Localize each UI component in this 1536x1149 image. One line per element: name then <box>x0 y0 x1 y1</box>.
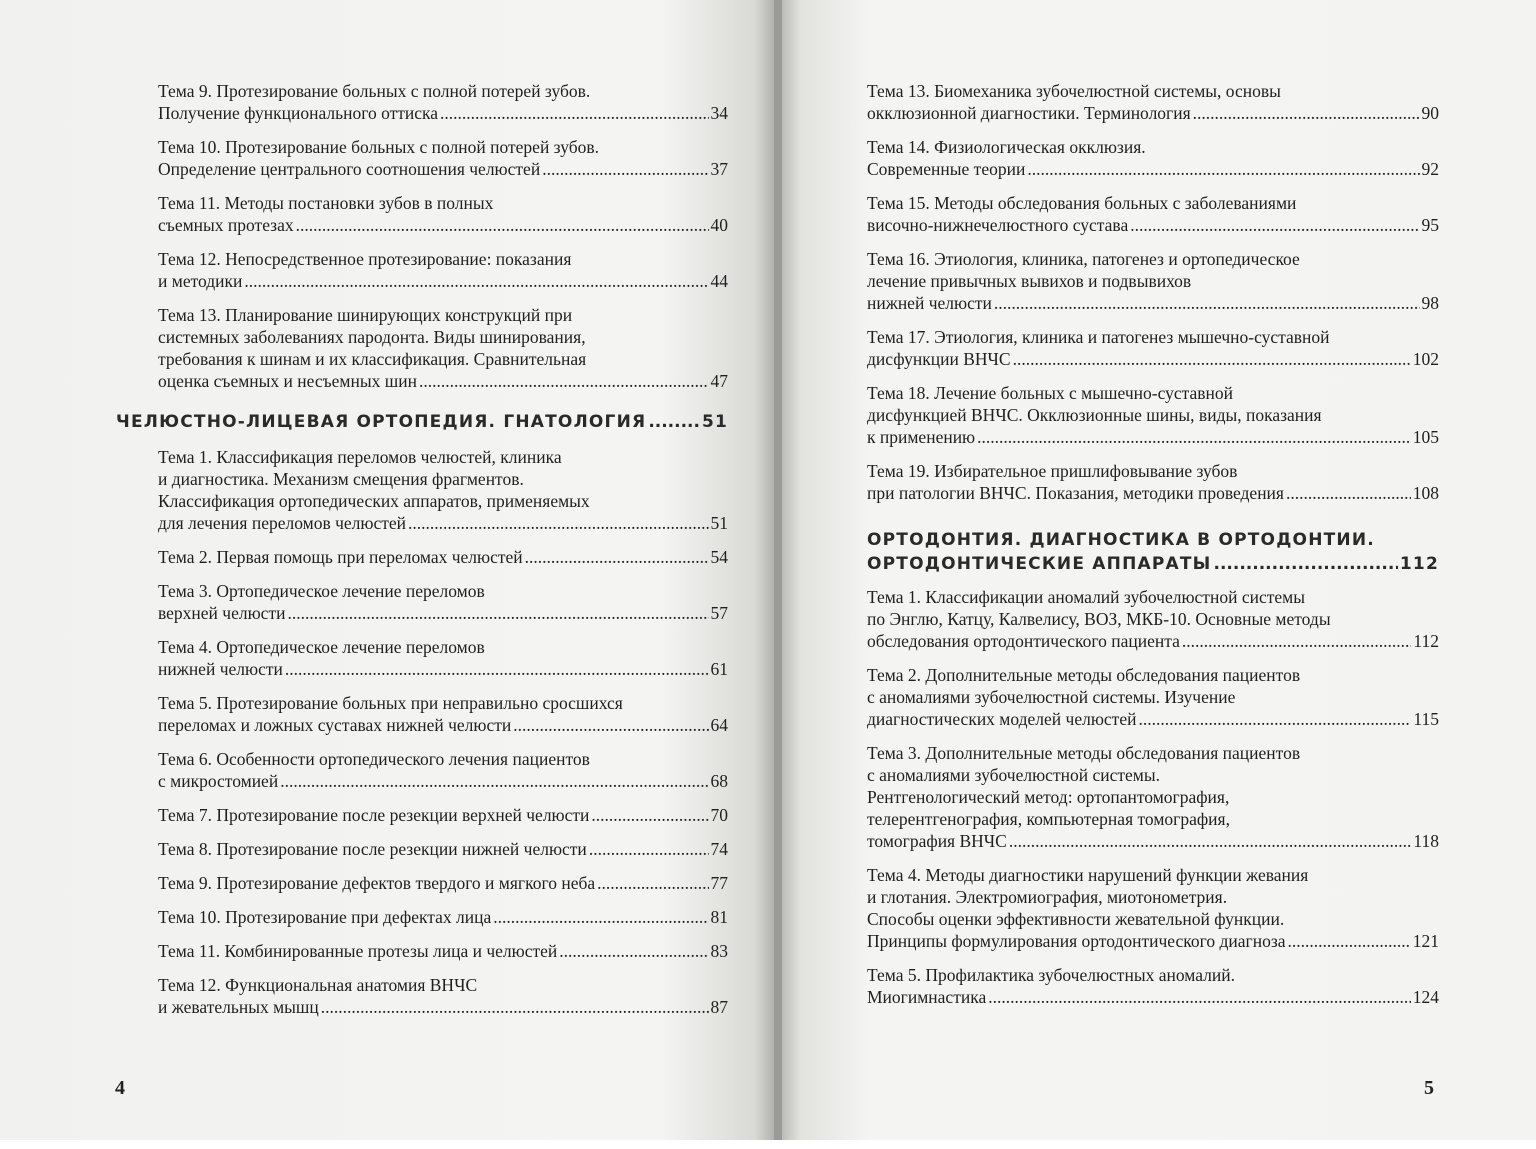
dot-leader <box>589 838 709 860</box>
right-toc-entries-top <box>867 80 1439 504</box>
toc-entry <box>867 326 1439 370</box>
toc-entry-title: нижней челюсти <box>867 293 992 313</box>
right-toc <box>867 80 1439 1020</box>
toc-entry-page: 87 <box>710 997 728 1017</box>
toc-entry-title: Современные теории <box>867 159 1026 179</box>
dot-leader <box>321 996 709 1018</box>
toc-entry <box>867 742 1439 852</box>
toc-entry <box>158 446 728 534</box>
toc-entry <box>158 692 728 736</box>
toc-entry-page: 81 <box>710 907 728 927</box>
toc-entry-title: Тема 8. Протезирование после резекции нижней челюсти <box>158 839 587 859</box>
toc-entry-page: 112 <box>1413 631 1439 651</box>
toc-entry-page: 124 <box>1412 987 1439 1007</box>
toc-entry-line: Тема 19. Избирательное пришлифовывание зубов <box>867 461 1238 481</box>
dot-leader <box>1288 930 1411 952</box>
toc-entry <box>867 136 1439 180</box>
toc-entry-line: Тема 3. Ортопедическое лечение переломов <box>158 581 485 601</box>
dot-leader <box>977 426 1411 448</box>
left-toc <box>116 80 728 1030</box>
toc-entry-page: 77 <box>710 873 728 893</box>
dot-leader <box>419 370 709 392</box>
dot-leader <box>591 804 708 826</box>
toc-entry-title: Получение функционального оттиска <box>158 103 439 123</box>
toc-entry <box>867 192 1439 236</box>
dot-leader <box>994 292 1420 314</box>
toc-entry-line: системных заболеваниях пародонта. Виды шинирования, <box>158 327 586 347</box>
toc-entry <box>158 974 728 1018</box>
dot-leader <box>1286 482 1411 504</box>
section-page: 51 <box>701 412 728 432</box>
toc-entry-line: Тема 14. Физиологическая окклюзия. <box>867 137 1146 157</box>
left-toc-entries-top <box>158 80 728 392</box>
dot-leader <box>1013 348 1411 370</box>
toc-entry-title: Тема 9. Протезирование дефектов твердого и мягкого неба <box>158 873 596 893</box>
toc-entry-line: Способы оценки эффективности жевательной функции. <box>867 909 1285 929</box>
toc-entry-line: Тема 11. Методы постановки зубов в полных <box>158 193 494 213</box>
toc-entry-line: Тема 12. Функциональная анатомия ВНЧС <box>158 975 478 995</box>
toc-entry-page: 40 <box>710 215 728 235</box>
toc-entry-line: с аномалиями зубочелюстной системы. Изучение <box>867 687 1236 707</box>
toc-entry <box>158 940 728 962</box>
toc-entry-page: 115 <box>1413 709 1439 729</box>
toc-entry-line: Тема 18. Лечение больных с мышечно-суставной <box>867 383 1233 403</box>
toc-entry-title: и жевательных мышц <box>158 997 319 1017</box>
toc-entry-title: с микростомией <box>158 771 279 791</box>
toc-entry-line: Тема 1. Классификация переломов челюстей, клиника <box>158 447 562 467</box>
toc-entry <box>867 248 1439 314</box>
dot-leader <box>559 940 708 962</box>
toc-entry-line: Тема 10. Протезирование больных с полной потерей зубов. <box>158 137 600 157</box>
toc-entry-line: требования к шинам и их классификация. Сравнительная <box>158 349 587 369</box>
dot-leader <box>1027 158 1419 180</box>
toc-entry-page: 90 <box>1421 103 1439 123</box>
toc-entry-line: Тема 16. Этиология, клиника, патогенез и ортопедическое <box>867 249 1300 269</box>
toc-entry-page: 108 <box>1412 483 1439 503</box>
book-gutter <box>774 0 782 1140</box>
toc-entry-title: Определение центрального соотношения челюстей <box>158 159 541 179</box>
dot-leader <box>493 906 708 928</box>
section-title: ЧЕЛЮСТНО-ЛИЦЕВАЯ ОРТОПЕДИЯ. ГНАТОЛОГИЯ <box>116 412 647 432</box>
dot-leader <box>597 872 708 894</box>
toc-entry-page: 54 <box>710 547 728 567</box>
dot-leader <box>244 270 708 292</box>
toc-entry-title: височно-нижнечелюстного сустава <box>867 215 1129 235</box>
dot-leader <box>1213 552 1397 576</box>
toc-entry-title: окклюзионной диагностики. Терминология <box>867 103 1191 123</box>
toc-entry <box>867 964 1439 1008</box>
dot-leader <box>280 770 708 792</box>
toc-entry-line: Тема 17. Этиология, клиника и патогенез мышечно-суставной <box>867 327 1330 347</box>
toc-entry-page: 68 <box>710 771 728 791</box>
toc-entry-title: оценка съемных и несъемных шин <box>158 371 417 391</box>
toc-entry-line: телерентгенография, компьютерная томография, <box>867 809 1230 829</box>
toc-entry-title: верхней челюсти <box>158 603 286 623</box>
dot-leader <box>525 546 709 568</box>
toc-entry-title: томография ВНЧС <box>867 831 1007 851</box>
right-toc-entries-bottom <box>867 586 1439 1008</box>
toc-entry-title: переломах и ложных суставах нижней челюсти <box>158 715 512 735</box>
toc-entry <box>867 586 1439 652</box>
toc-entry-page: 74 <box>710 839 728 859</box>
toc-entry-title: Тема 7. Протезирование после резекции верхней челюсти <box>158 805 590 825</box>
dot-leader <box>408 512 708 534</box>
toc-entry <box>158 192 728 236</box>
toc-entry-title: дисфункции ВНЧС <box>867 349 1011 369</box>
dot-leader <box>1182 630 1412 652</box>
toc-entry <box>158 80 728 124</box>
toc-entry-title: для лечения переломов челюстей <box>158 513 407 533</box>
dot-leader <box>287 602 708 624</box>
toc-entry-title: Принципы формулирования ортодонтического диагноза <box>867 931 1286 951</box>
toc-entry <box>158 248 728 292</box>
dot-leader <box>542 158 708 180</box>
toc-entry-title: к применению <box>867 427 976 447</box>
section-heading-orthodontics <box>867 528 1439 576</box>
toc-entry <box>158 748 728 792</box>
toc-entry-title: съемных протезах <box>158 215 294 235</box>
toc-entry-line: Тема 5. Протезирование больных при неправильно сросшихся <box>158 693 623 713</box>
toc-entry-line: Классификация ортопедических аппаратов, применяемых <box>158 491 590 511</box>
dot-leader <box>513 714 708 736</box>
toc-entry-line: и глотания. Электромиография, миотонометрия. <box>867 887 1228 907</box>
toc-entry-line: дисфункцией ВНЧС. Окклюзионные шины, виды, показания <box>867 405 1322 425</box>
toc-entry-line: Тема 5. Профилактика зубочелюстных аномалий. <box>867 965 1235 985</box>
toc-entry-page: 83 <box>710 941 728 961</box>
toc-entry-line: Тема 1. Классификации аномалий зубочелюстной системы <box>867 587 1305 607</box>
toc-entry <box>158 136 728 180</box>
toc-entry-line: Тема 4. Ортопедическое лечение переломов <box>158 637 485 657</box>
toc-entry-line: Тема 2. Дополнительные методы обследования пациентов <box>867 665 1301 685</box>
dot-leader <box>285 658 709 680</box>
toc-entry-page: 44 <box>710 271 728 291</box>
toc-entry-line: Тема 13. Биомеханика зубочелюстной системы, основы <box>867 81 1281 101</box>
toc-entry-page: 47 <box>710 371 728 391</box>
toc-entry-page: 118 <box>1413 831 1439 851</box>
toc-entry-line: лечение привычных вывихов и подвывихов <box>867 271 1192 291</box>
dot-leader <box>1138 708 1411 730</box>
toc-entry <box>158 546 728 568</box>
toc-entry-page: 61 <box>710 659 728 679</box>
toc-entry <box>158 838 728 860</box>
toc-entry <box>158 636 728 680</box>
toc-entry-title: Тема 2. Первая помощь при переломах челюстей <box>158 547 523 567</box>
toc-entry-page: 121 <box>1412 931 1439 951</box>
toc-entry-page: 102 <box>1412 349 1439 369</box>
toc-entry <box>867 80 1439 124</box>
toc-entry-line: Тема 4. Методы диагностики нарушений функции жевания <box>867 865 1309 885</box>
toc-entry-line: с аномалиями зубочелюстной системы. <box>867 765 1160 785</box>
dot-leader <box>1009 830 1412 852</box>
toc-entry <box>158 804 728 826</box>
toc-entry-title: Тема 11. Комбинированные протезы лица и челюстей <box>158 941 558 961</box>
toc-entry <box>158 580 728 624</box>
toc-entry-line: по Энглю, Катцу, Калвелису, ВОЗ, МКБ-10. Основные методы <box>867 609 1331 629</box>
toc-entry <box>158 872 728 894</box>
toc-entry-line: Тема 6. Особенности ортопедического лечения пациентов <box>158 749 590 769</box>
toc-entry-title: диагностических моделей челюстей <box>867 709 1137 729</box>
toc-entry-line: Тема 13. Планирование шинирующих конструкций при <box>158 305 573 325</box>
toc-entry-line: Рентгенологический метод: ортопантомография, <box>867 787 1230 807</box>
dot-leader <box>1193 102 1420 124</box>
dot-leader <box>440 102 708 124</box>
dot-leader <box>988 986 1411 1008</box>
toc-entry-title: и методики <box>158 271 243 291</box>
section-page: 112 <box>1399 554 1439 574</box>
toc-entry-line: Тема 12. Непосредственное протезирование: показания <box>158 249 572 269</box>
dot-leader <box>648 410 700 434</box>
toc-entry-line: Тема 3. Дополнительные методы обследования пациентов <box>867 743 1301 763</box>
toc-entry-line: Тема 15. Методы обследования больных с заболеваниями <box>867 193 1297 213</box>
toc-entry <box>867 864 1439 952</box>
toc-entry-page: 105 <box>1412 427 1439 447</box>
toc-entry-page: 34 <box>710 103 728 123</box>
toc-entry-page: 57 <box>710 603 728 623</box>
toc-entry <box>158 304 728 392</box>
toc-entry-page: 92 <box>1421 159 1439 179</box>
toc-entry-line: и диагностика. Механизм смещения фрагментов. <box>158 469 524 489</box>
toc-entry-title: обследования ортодонтического пациента <box>867 631 1180 651</box>
section-heading-maxillofacial <box>116 410 728 434</box>
dot-leader <box>1130 214 1419 236</box>
section-title-last: ОРТОДОНТИЧЕСКИЕ АППАРАТЫ <box>867 554 1212 574</box>
toc-entry-page: 51 <box>710 513 728 533</box>
toc-entry-page: 98 <box>1421 293 1439 313</box>
scan-border <box>0 1140 1536 1149</box>
toc-entry <box>867 382 1439 448</box>
toc-entry-page: 70 <box>710 805 728 825</box>
toc-entry-page: 95 <box>1421 215 1439 235</box>
toc-entry-title: при патологии ВНЧС. Показания, методики проведения <box>867 483 1284 503</box>
toc-entry-title: Миогимнастика <box>867 987 987 1007</box>
section-title-line: ОРТОДОНТИЯ. ДИАГНОСТИКА В ОРТОДОНТИИ. <box>867 530 1375 550</box>
toc-entry <box>867 664 1439 730</box>
toc-entry <box>867 460 1439 504</box>
toc-entry-title: нижней челюсти <box>158 659 283 679</box>
page-number-left: 4 <box>115 1077 125 1099</box>
page-number-right: 5 <box>1424 1077 1434 1099</box>
toc-entry-line: Тема 9. Протезирование больных с полной потерей зубов. <box>158 81 591 101</box>
toc-entry <box>158 906 728 928</box>
dot-leader <box>296 214 709 236</box>
left-toc-entries-bottom <box>158 446 728 1018</box>
toc-entry-page: 64 <box>710 715 728 735</box>
toc-entry-title: Тема 10. Протезирование при дефектах лица <box>158 907 492 927</box>
toc-entry-page: 37 <box>710 159 728 179</box>
